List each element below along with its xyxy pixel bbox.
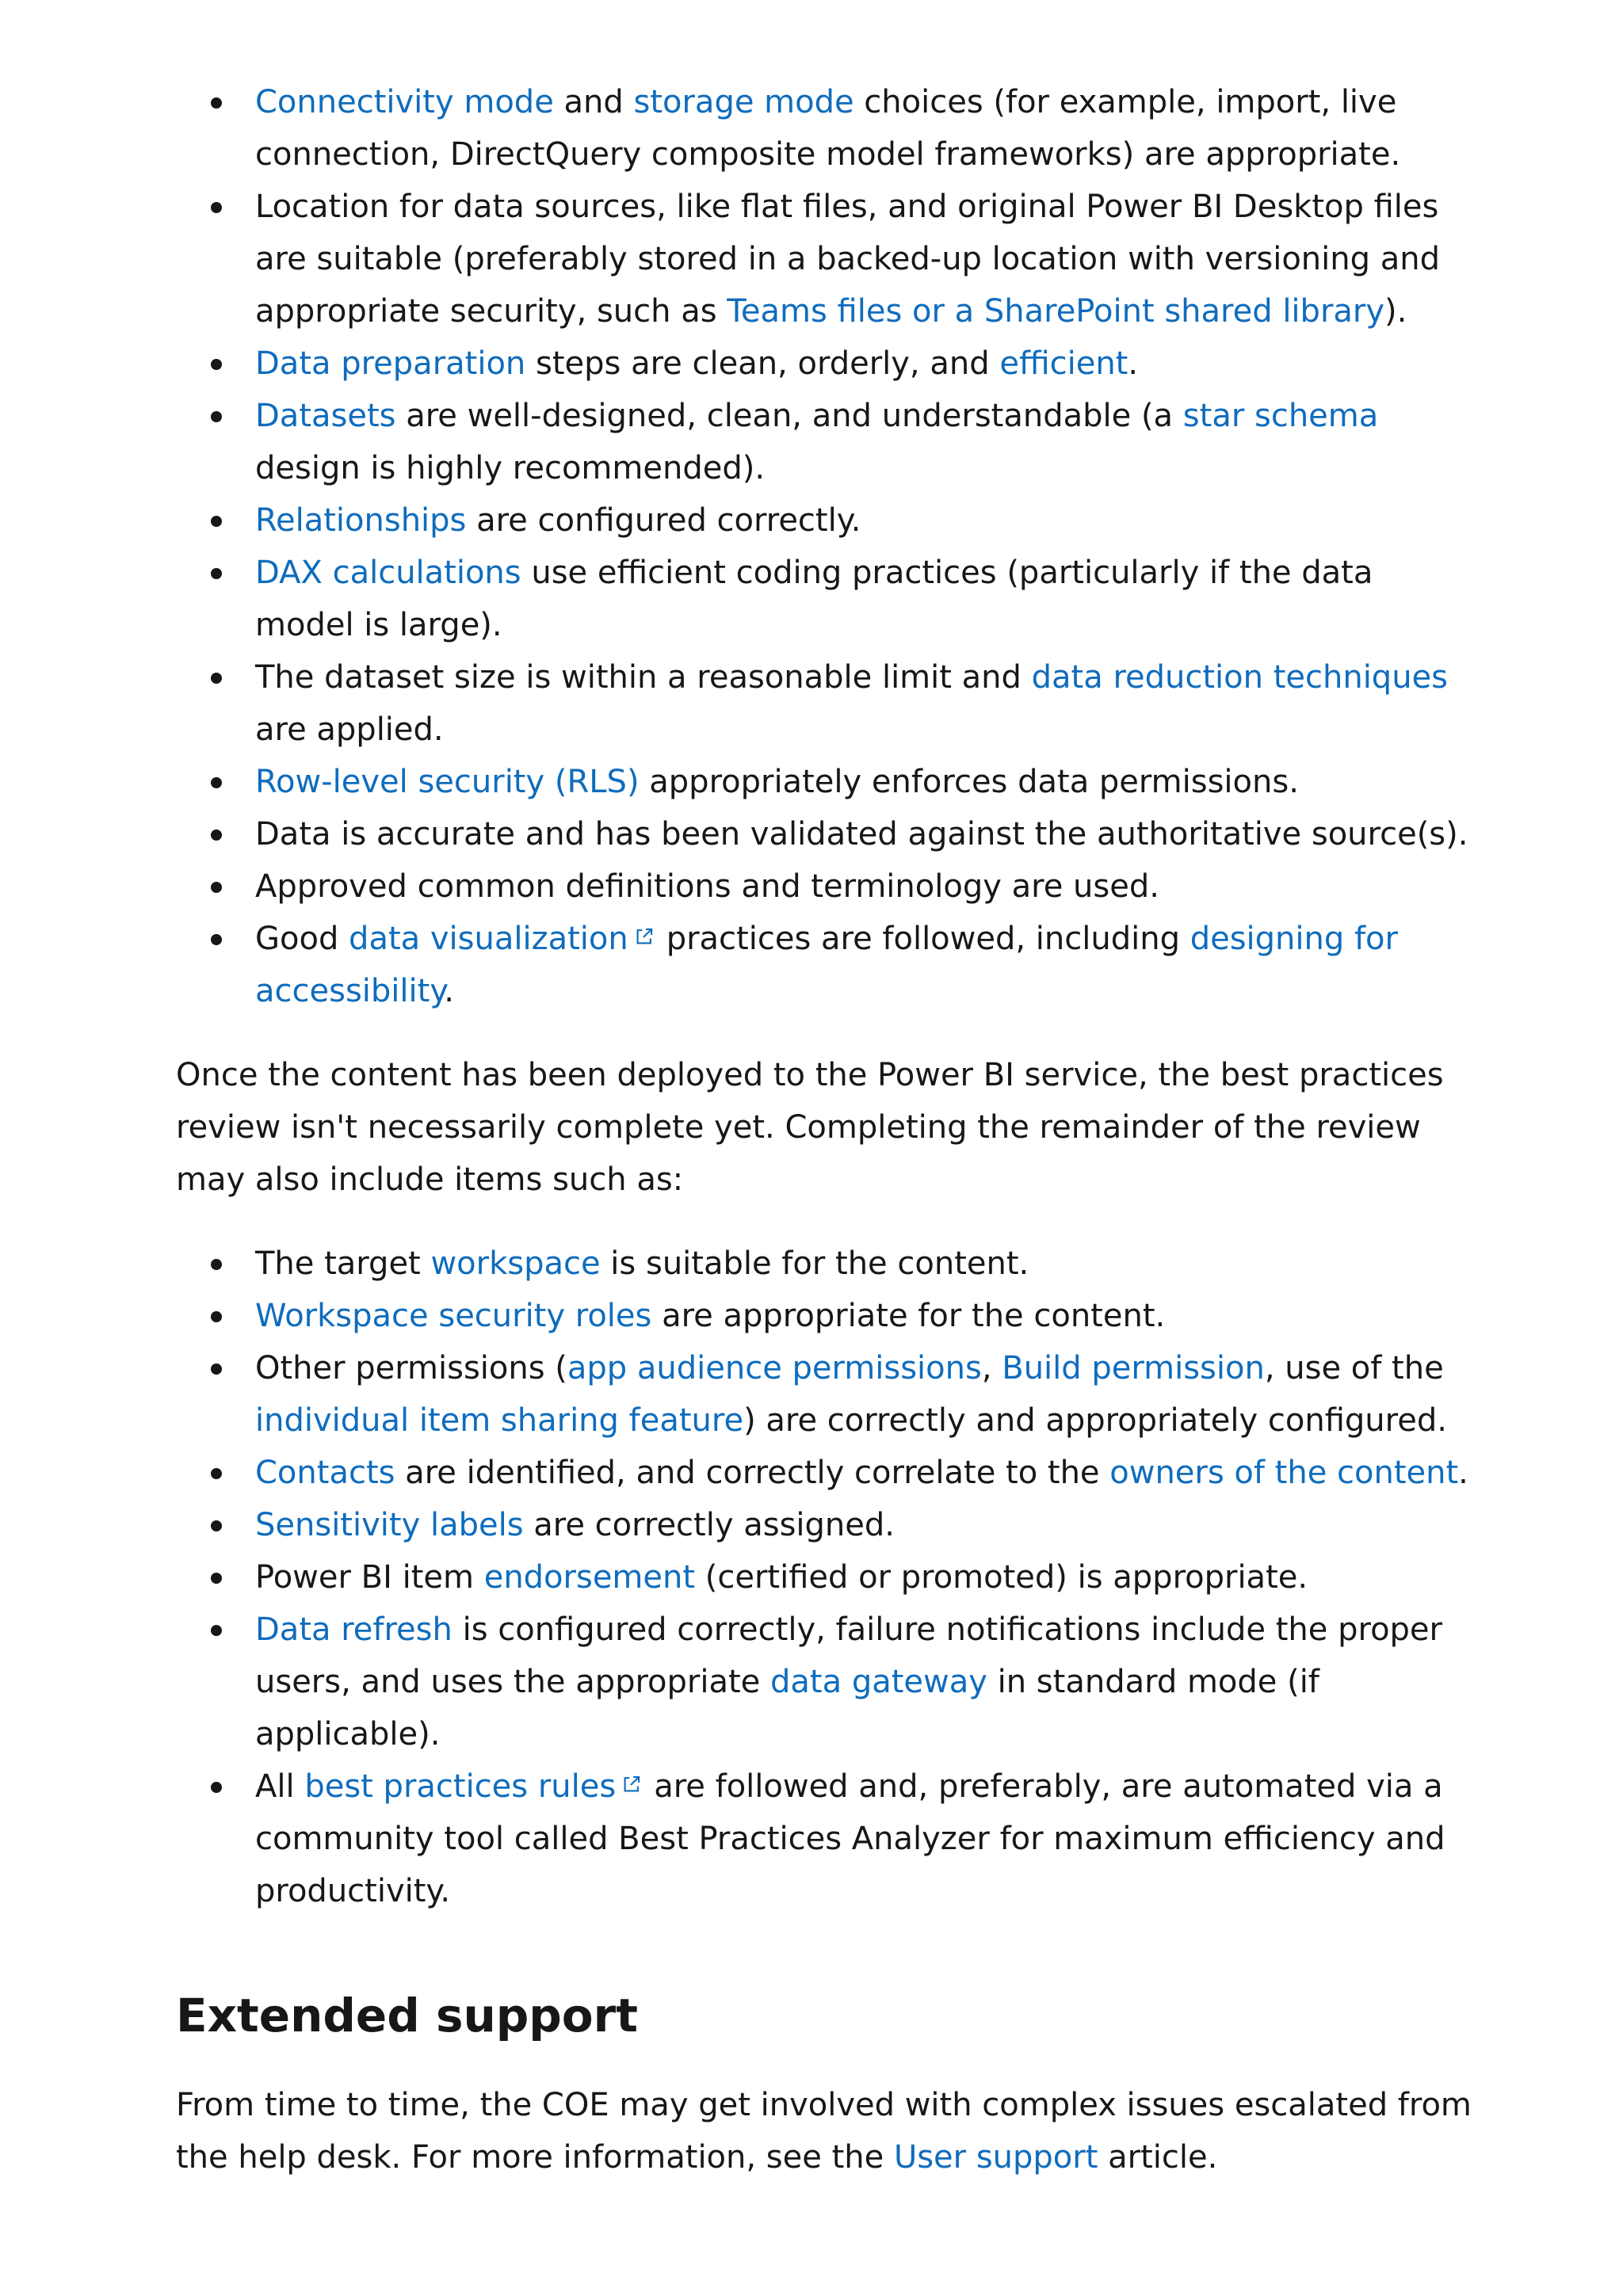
list-item-text: ) are correctly and appropriately configured. — [743, 1402, 1447, 1439]
list-item — [255, 1238, 1476, 1290]
list-item-text: practices are followed, including — [666, 921, 1190, 957]
external-link-icon — [621, 1773, 643, 1795]
review-checklist — [176, 76, 1476, 1017]
list-item — [255, 808, 1476, 860]
list-item — [255, 1551, 1476, 1604]
post-deployment-checklist — [176, 1238, 1476, 1917]
list-item-text: are followed and, preferably, are automated via a community tool called Best Practices Analyzer for maximum efficiency and productivity. — [255, 1768, 1445, 1909]
section-heading-extended-support: Extended support — [176, 1989, 638, 2042]
link-build-permission[interactable]: Build permission — [1002, 1350, 1265, 1386]
list-item — [255, 338, 1476, 390]
link-teams-files-or-a-sharepoint-shared-library[interactable]: Teams files or a SharePoint shared library — [727, 293, 1385, 330]
external-link-icon — [633, 925, 655, 948]
list-item-text: choices (for example, import, live connection, DirectQuery composite model frameworks) are appropriate. — [255, 84, 1401, 173]
list-item-text: The target — [255, 1245, 431, 1282]
list-item-text: ). — [1384, 293, 1407, 330]
list-item — [255, 1447, 1476, 1499]
list-item — [255, 1342, 1476, 1447]
link-endorsement[interactable]: endorsement — [483, 1559, 696, 1596]
paragraph-extended-support — [176, 2079, 1476, 2183]
list-item-text: is configured correctly, failure notifications include the proper users, and uses the appropriate — [255, 1611, 1442, 1700]
list-item-text: appropriately enforces data permissions. — [639, 764, 1299, 800]
link-designing-for-accessibility[interactable]: designing for accessibility — [255, 921, 1398, 1009]
list-item — [255, 390, 1476, 494]
link-storage-mode[interactable]: storage mode — [633, 84, 854, 120]
paragraph-after-deployment: Once the content has been deployed to the Power BI service, the best practices review isn't necessarily complete yet. Completing the remainder of the review may also include items such as: — [176, 1057, 1444, 1198]
list-item-text: are configured correctly. — [466, 502, 861, 539]
paragraph-text-before: From time to time, the COE may get involved with complex issues escalated from the help desk. For more information, see the — [176, 2087, 1472, 2176]
list-item — [255, 547, 1476, 651]
list-item-text: Data is accurate and has been validated against the authoritative source(s). — [255, 816, 1468, 852]
list-item-text: , — [981, 1350, 1002, 1386]
link-individual-item-sharing-feature[interactable]: individual item sharing feature — [255, 1402, 744, 1439]
list-item-text: are correctly assigned. — [523, 1507, 895, 1543]
list-item-text: . — [1458, 1455, 1468, 1491]
list-item-text: are well-designed, clean, and understandable (a — [395, 398, 1183, 434]
link-data-preparation[interactable]: Data preparation — [255, 345, 526, 382]
link-data-gateway[interactable]: data gateway — [770, 1664, 987, 1700]
list-item-text: use efficient coding practices (particularly if the data model is large). — [255, 555, 1373, 643]
link-workspace[interactable]: workspace — [430, 1245, 601, 1282]
list-item — [255, 860, 1476, 913]
list-item-text: All — [255, 1768, 305, 1805]
link-workspace-security-roles[interactable]: Workspace security roles — [255, 1298, 652, 1334]
list-item — [255, 1760, 1476, 1917]
link-data-refresh[interactable]: Data refresh — [255, 1611, 453, 1648]
list-item — [255, 1499, 1476, 1551]
list-item — [255, 913, 1476, 1017]
list-item-text: . — [1128, 345, 1139, 382]
list-item-text: design is highly recommended). — [255, 450, 766, 486]
list-item-text: , use of the — [1264, 1350, 1444, 1386]
link-contacts[interactable]: Contacts — [255, 1455, 395, 1491]
list-item-text: is suitable for the content. — [600, 1245, 1029, 1282]
list-item — [255, 181, 1476, 338]
list-item — [255, 651, 1476, 756]
list-item-text: steps are clean, orderly, and — [525, 345, 1000, 382]
list-item-text: Approved common definitions and terminology are used. — [255, 868, 1159, 905]
link-connectivity-mode[interactable]: Connectivity mode — [255, 84, 554, 120]
list-item-text: (certified or promoted) is appropriate. — [695, 1559, 1308, 1596]
link-app-audience-permissions[interactable]: app audience permissions — [567, 1350, 982, 1386]
link-dax-calculations[interactable]: DAX calculations — [255, 555, 521, 591]
article-content — [176, 76, 1476, 2215]
link-data-visualization[interactable]: data visualization — [349, 921, 628, 957]
list-item-text: Location for data sources, like flat files, and original Power BI Desktop files are suitable (preferably stored in a backed-up location with versioning and appropriate security, such as — [255, 189, 1440, 330]
link-efficient[interactable]: efficient — [999, 345, 1128, 382]
list-item — [255, 494, 1476, 547]
list-item — [255, 1604, 1476, 1760]
list-item-text: . — [444, 973, 454, 1009]
list-item-text: are appropriate for the content. — [651, 1298, 1166, 1334]
list-item-text: Power BI item — [255, 1559, 484, 1596]
link-owners-of-the-content[interactable]: owners of the content — [1109, 1455, 1459, 1491]
link-relationships[interactable]: Relationships — [255, 502, 467, 539]
link-best-practices-rules[interactable]: best practices rules — [304, 1768, 617, 1805]
paragraph-text-after: article. — [1098, 2139, 1218, 2176]
list-item-text: and — [553, 84, 634, 120]
link-datasets[interactable]: Datasets — [255, 398, 396, 434]
list-item-text: are identified, and correctly correlate to the — [395, 1455, 1110, 1491]
list-item-text: Good — [255, 921, 349, 957]
link-user-support[interactable]: User support — [893, 2139, 1098, 2176]
list-item-text: The dataset size is within a reasonable limit and — [255, 659, 1032, 696]
link-row-level-security-rls[interactable]: Row-level security (RLS) — [255, 764, 640, 800]
list-item — [255, 1290, 1476, 1342]
list-item — [255, 76, 1476, 181]
list-item — [255, 756, 1476, 808]
list-item-text: are applied. — [255, 711, 444, 748]
list-item-text: Other permissions ( — [255, 1350, 567, 1386]
link-star-schema[interactable]: star schema — [1182, 398, 1379, 434]
list-item-text: in standard mode (if applicable). — [255, 1664, 1319, 1753]
link-data-reduction-techniques[interactable]: data reduction techniques — [1031, 659, 1448, 696]
link-sensitivity-labels[interactable]: Sensitivity labels — [255, 1507, 524, 1543]
